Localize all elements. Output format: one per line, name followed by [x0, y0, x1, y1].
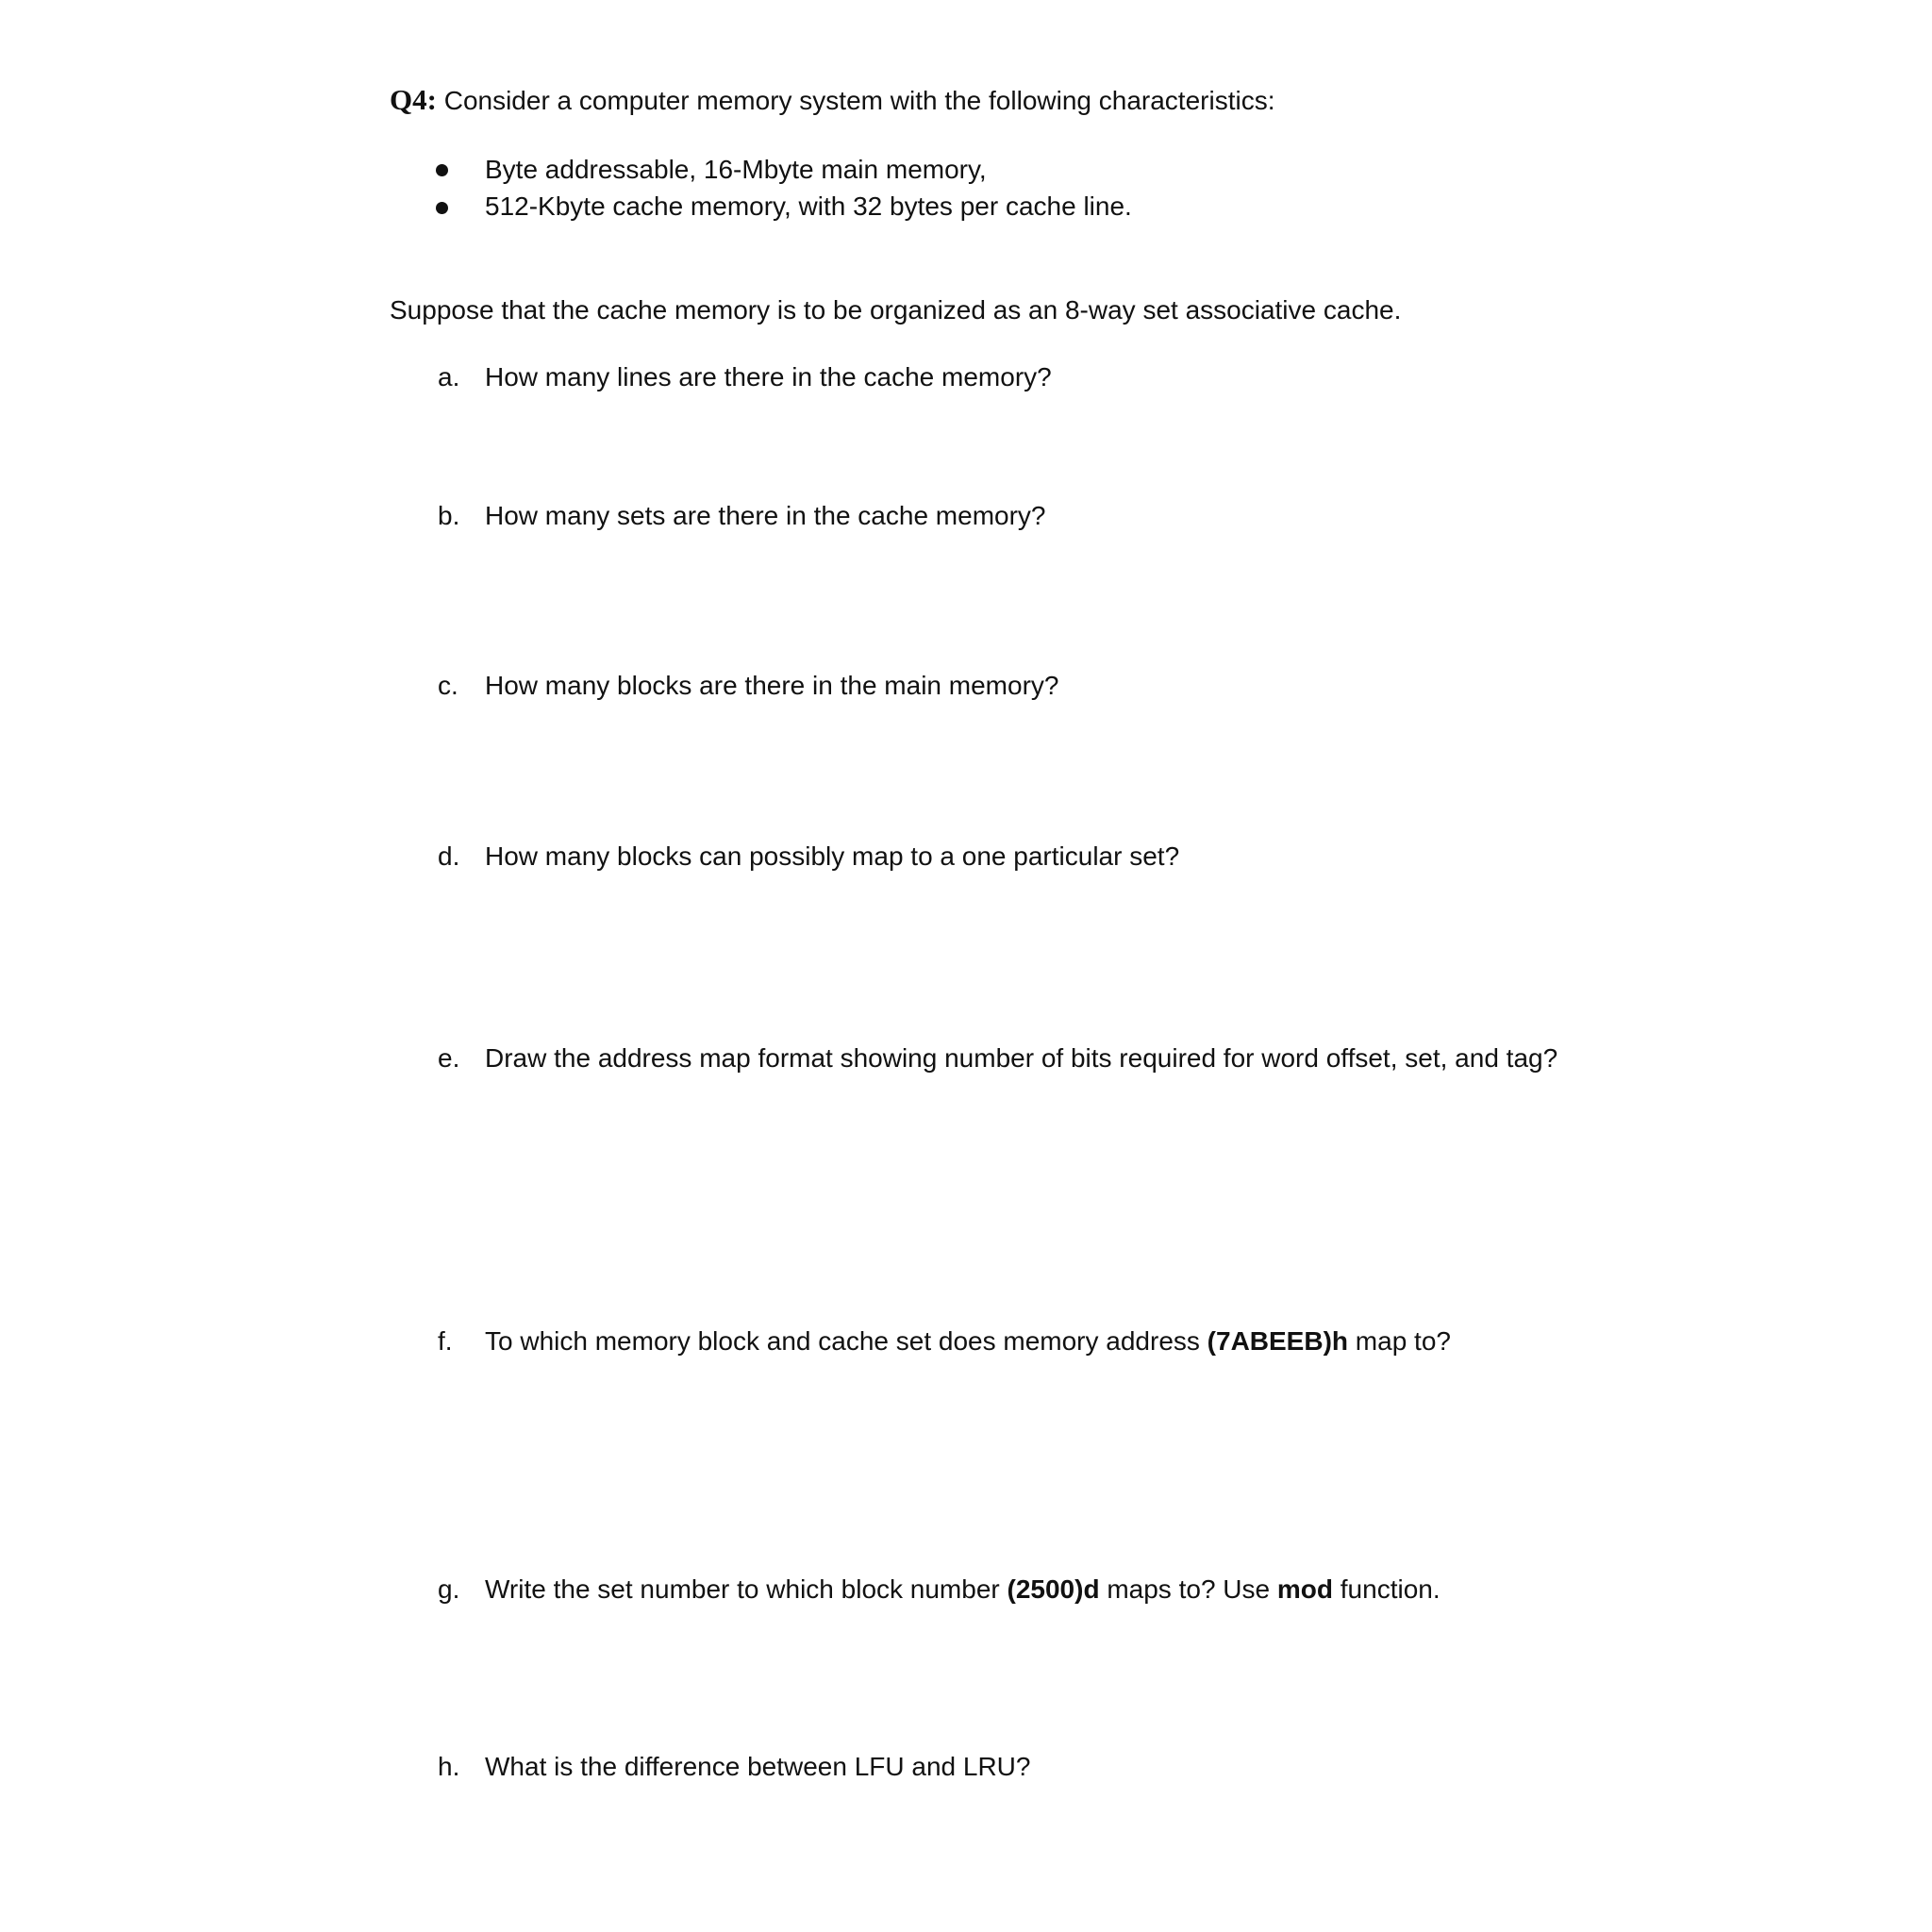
- supposition-text: Suppose that the cache memory is to be organized as an 8-way set associative cache.: [390, 295, 1402, 325]
- part-text: Write the set number to which block number: [485, 1574, 1008, 1604]
- part-marker: g.: [438, 1574, 460, 1604]
- part-question: [485, 1325, 1451, 1357]
- part-question: [485, 1574, 1441, 1606]
- memory-address: (7ABEEB)h: [1207, 1326, 1349, 1356]
- part-text: function.: [1332, 1574, 1441, 1604]
- part-question: Draw the address map format showing number of bits required for word offset, set, and tag?: [485, 1043, 1558, 1073]
- part-marker: e.: [438, 1043, 460, 1073]
- part-question: What is the difference between LFU and LRU?: [485, 1752, 1031, 1781]
- part-marker: a.: [438, 362, 460, 391]
- part-marker: f.: [438, 1326, 453, 1356]
- part-text: map to?: [1348, 1326, 1451, 1356]
- question-label: Q4:: [390, 83, 437, 116]
- part-marker: h.: [438, 1752, 460, 1781]
- mod-keyword: mod: [1276, 1574, 1333, 1604]
- bullet-icon: [436, 202, 448, 214]
- part-question: How many lines are there in the cache memory?: [485, 362, 1052, 391]
- characteristic-item: Byte addressable, 16-Mbyte main memory,: [485, 155, 987, 184]
- part-marker: b.: [438, 501, 460, 530]
- part-marker: d.: [438, 841, 460, 871]
- part-text: maps to? Use: [1099, 1574, 1277, 1604]
- part-question: How many blocks can possibly map to a one particular set?: [485, 841, 1180, 871]
- block-number: (2500)d: [1007, 1574, 1100, 1604]
- question-intro: Consider a computer memory system with the following characteristics:: [443, 86, 1275, 115]
- part-question: How many blocks are there in the main memory?: [485, 671, 1059, 700]
- part-question: How many sets are there in the cache memory?: [485, 501, 1046, 530]
- part-marker: c.: [438, 671, 458, 700]
- part-text: To which memory block and cache set does memory address: [485, 1326, 1208, 1356]
- characteristic-item: 512-Kbyte cache memory, with 32 bytes per cache line.: [485, 192, 1132, 221]
- question-heading: [390, 84, 1274, 117]
- bullet-icon: [436, 164, 448, 176]
